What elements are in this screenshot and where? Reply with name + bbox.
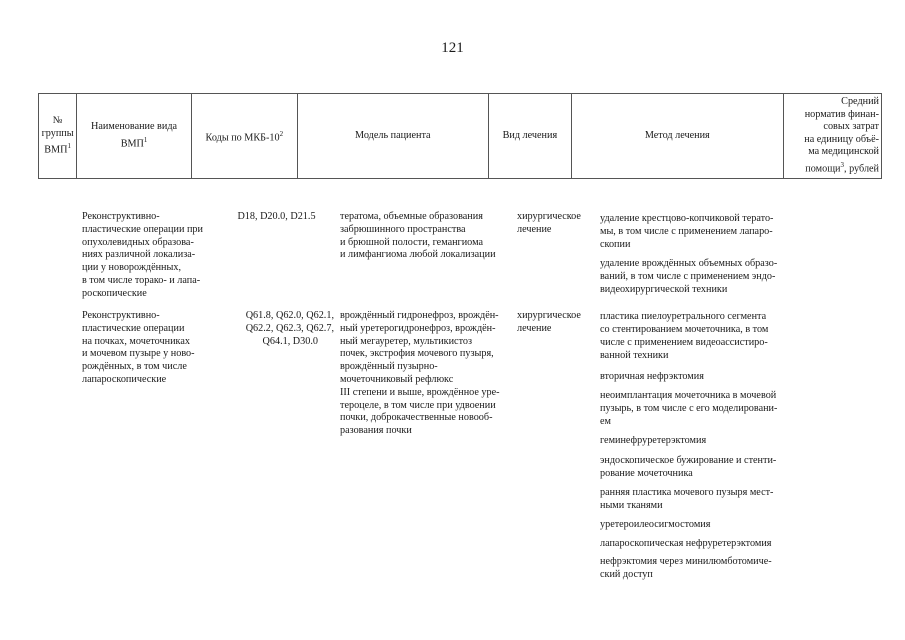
text-line: ранняя пластика мочевого пузыря мест- — [600, 487, 774, 498]
text-line: видеохирургической техники — [600, 284, 728, 295]
text-line: со стентированием мочеточника, в том — [600, 324, 769, 335]
text-line: пузырь, в том числе с его моделировани- — [600, 403, 778, 414]
header-vmp-name-text: Наименование вида ВМП — [91, 121, 178, 150]
header-norm — [783, 94, 881, 179]
text-line: Q61.8, Q62.0, Q62.1, — [245, 310, 334, 321]
text-line: ниях различной локализа- — [82, 249, 196, 261]
text-line: врождённый гидронефроз, врождён- — [340, 310, 499, 321]
header-group-no-line: ВМП — [44, 144, 68, 156]
text-line: опухолевидных образова- — [82, 236, 194, 248]
text-line: ными тканями — [600, 500, 663, 511]
header-icd-codes — [191, 94, 297, 179]
table-header — [38, 93, 882, 179]
row2-method-9 — [600, 555, 800, 581]
row2-icd-codes — [219, 310, 334, 348]
header-norm-line: помощи — [805, 163, 841, 175]
text-line: на почках, мочеточниках — [82, 335, 190, 347]
text-line: почки, доброкачественные новооб- — [340, 412, 493, 424]
text-line: ный уретерогидронефроз, врождён- — [340, 322, 496, 334]
text-line: роскопические — [82, 287, 147, 299]
text-line: мы, в том числе с применением лапаро- — [600, 226, 773, 237]
row2-treatment-type — [517, 310, 597, 336]
text-line: лечение — [517, 322, 552, 334]
row2-method-4 — [600, 434, 800, 447]
row2-method-6 — [600, 486, 800, 512]
row1-vmp-name — [82, 211, 217, 301]
header-treatment-method: Метод лечения — [571, 94, 783, 179]
text-line: лапароскопическая нефруретерэктомия — [600, 538, 772, 549]
row2-method-7 — [600, 518, 800, 531]
text-line: геминефруретерэктомия — [600, 435, 707, 446]
header-patient-model: Модель пациента — [297, 94, 488, 179]
text-line: мочеточниковый рефлюкс — [340, 373, 454, 385]
footnote-mark: 3 — [840, 160, 844, 169]
header-group-no-line: группы — [41, 127, 74, 139]
text-line: ваний, в том числе с применением эндо- — [600, 271, 776, 282]
row1-icd-codes — [219, 211, 334, 224]
text-line: пластика пиелоуретрального сегмента — [600, 311, 767, 322]
row1-method-1 — [600, 212, 800, 251]
text-line: вторичная нефрэктомия — [600, 371, 704, 382]
text-line: лапароскопические — [82, 373, 167, 385]
text-line: и мочевом пузыре у ново- — [82, 348, 195, 360]
text-line: тератома, объемные образования — [340, 211, 483, 222]
header-icd-codes-text: Коды по МКБ-10 — [205, 131, 280, 143]
text-line: почек, экстрофия мочевого пузыря, — [340, 348, 494, 360]
header-vmp-name — [77, 94, 192, 179]
text-line: пластические операции при — [82, 223, 203, 235]
row2-method-2 — [600, 370, 800, 383]
row1-method-2 — [600, 257, 800, 296]
header-norm-line: , рублей — [844, 163, 879, 175]
text-line: тероцеле, в том числе при удвоении — [340, 399, 496, 411]
row1-treatment-type — [517, 211, 597, 237]
text-line: III степени и выше, врождённое уре- — [340, 386, 500, 398]
header-group-no-line: № — [52, 114, 63, 126]
text-line: удаление врождённых объемных образо- — [600, 258, 778, 269]
text-line: ский доступ — [600, 569, 653, 580]
row1-patient-model — [340, 211, 515, 262]
row2-method-3 — [600, 389, 800, 428]
text-line: Реконструктивно- — [82, 211, 160, 222]
header-treatment-type: Вид лечения — [488, 94, 571, 179]
text-line: забрюшинного пространства — [340, 223, 466, 235]
page-number: 121 — [441, 40, 464, 56]
text-line: ем — [600, 416, 611, 427]
text-line: врождённый пузырно- — [340, 361, 438, 373]
footnote-mark: 2 — [279, 129, 284, 138]
text-line: пластические операции — [82, 322, 185, 334]
text-line: Q64.1, D30.0 — [262, 335, 318, 347]
text-line: D18, D20.0, D21.5 — [237, 211, 316, 222]
text-line: хирургическое — [517, 211, 581, 222]
text-line: хирургическое — [517, 310, 581, 321]
row2-method-1 — [600, 310, 800, 362]
text-line: скопии — [600, 239, 631, 250]
text-line: неоимплантация мочеточника в мочевой — [600, 390, 777, 401]
header-norm-line: на единицу объё- — [804, 133, 879, 145]
footnote-mark: 1 — [143, 135, 148, 144]
text-line: ванной техники — [600, 350, 669, 361]
text-line: рование мочеточника — [600, 468, 693, 479]
row2-method-5 — [600, 454, 800, 480]
text-line: и лимфангиома любой локализации — [340, 249, 496, 261]
header-group-no — [39, 94, 77, 179]
header-norm-line: совых затрат — [823, 121, 879, 133]
row2-patient-model — [340, 310, 515, 438]
text-line: разования почки — [340, 425, 412, 437]
text-line: Q62.2, Q62.3, Q62.7, — [245, 322, 334, 334]
header-norm-line: Средний — [841, 96, 879, 108]
footnote-mark: 1 — [67, 142, 71, 151]
text-line: ции у новорождённых, — [82, 262, 181, 274]
text-line: эндоскопическое бужирование и стенти- — [600, 455, 777, 466]
row2-method-8 — [600, 537, 800, 550]
text-line: нефрэктомия через минилюмботомиче- — [600, 556, 772, 567]
text-line: Реконструктивно- — [82, 310, 160, 321]
text-line: ный мегауретер, мультикистоз — [340, 335, 473, 347]
text-line: уретероилеосигмостомия — [600, 519, 711, 530]
text-line: рождённых, в том числе — [82, 361, 187, 373]
text-line: удаление крестцово-копчиковой терато- — [600, 213, 774, 224]
header-norm-line: ма медицинской — [808, 146, 879, 158]
text-line: и брюшной полости, гемангиома — [340, 236, 483, 248]
text-line: числе с применением видеоассистиро- — [600, 337, 768, 348]
header-norm-line: норматив финан- — [804, 108, 879, 120]
row2-vmp-name — [82, 310, 217, 387]
text-line: лечение — [517, 223, 552, 235]
text-line: в том числе торако- и лапа- — [82, 274, 201, 286]
